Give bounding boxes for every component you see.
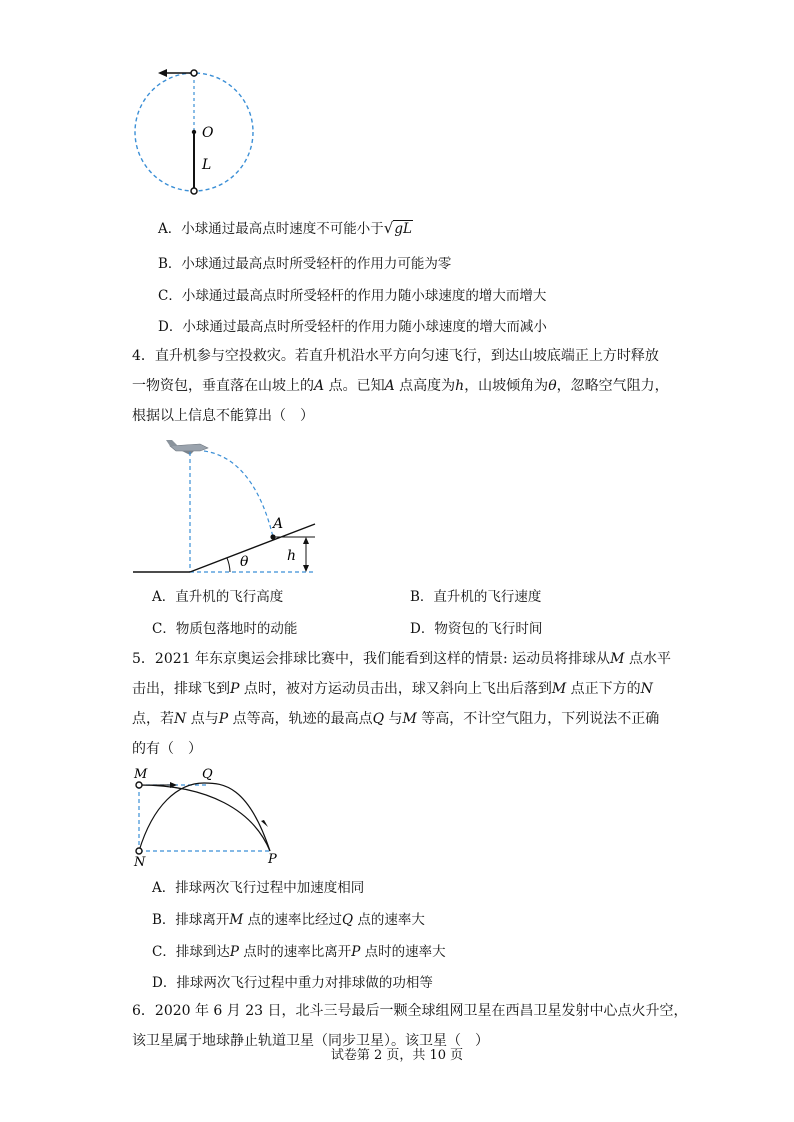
label-P: P — [268, 852, 277, 867]
point-N — [136, 848, 142, 854]
q3-option-B: B．小球通过最高点时所受轻杆的作用力可能为零 — [158, 256, 452, 272]
q4-option-C: C．物质包落地时的动能 — [152, 621, 298, 637]
q4-line2: 一物资包，垂直落在山坡上的A 点。已知A 点高度为h，山坡倾角为θ，忽略空气阻力， — [132, 378, 669, 394]
slope — [190, 524, 315, 572]
q6-line2: 该卫星属于地球静止轨道卫星（同步卫星）。该卫星（ ） — [132, 1033, 489, 1049]
label-L: L — [202, 157, 212, 173]
question-4 — [132, 341, 672, 431]
point-M — [136, 782, 142, 788]
q5-line3: 点，若N 点与P 点等高，轨迹的最高点Q 与M 等高，不计空气阻力，下列说法不正确 — [132, 711, 660, 727]
path-P-to-N — [139, 783, 270, 851]
page-footer: 试卷第 2 页，共 10 页 — [330, 1048, 464, 1063]
label-theta: θ — [240, 554, 249, 570]
q5-line2: 击出，排球飞到P 点时，被对方运动员击出，球又斜向上飞出后落到M 点正下方的N — [132, 681, 653, 697]
q5-option-B: B．排球离开M 点的速率比经过Q 点的速率大 — [152, 912, 425, 928]
q5-option-A: A．排球两次飞行过程中加速度相同 — [152, 880, 365, 896]
label-A: A — [273, 516, 284, 532]
point-A — [270, 534, 275, 539]
helicopter-icon — [166, 440, 208, 455]
figure-circle-rod — [125, 60, 270, 200]
q4-line1: 4．直升机参与空投救灾。若直升机沿水平方向匀速飞行，到达山坡底端正上方时释放 — [132, 348, 659, 364]
q3-option-C: C．小球通过最高点时所受轻杆的作用力随小球速度的增大而增大 — [158, 288, 547, 304]
q3-option-A-text: A．小球通过最高点时速度不可能小于 — [158, 221, 384, 237]
label-N: N — [134, 855, 146, 870]
q5-line4: 的有（ ） — [132, 741, 202, 757]
q5-option-C: C．排球到达P 点时的速率比离开P 点时的速率大 — [152, 944, 446, 960]
figure-volleyball — [128, 765, 288, 870]
figure-helicopter-slope — [130, 436, 330, 578]
label-Q: Q — [202, 767, 213, 782]
question-5 — [132, 644, 672, 764]
pivot-O — [192, 130, 196, 134]
sqrt-symbol: √ — [383, 219, 394, 237]
angle-arc — [227, 558, 230, 572]
ball-bottom — [191, 188, 197, 194]
label-h: h — [287, 548, 297, 564]
q3-option-D: D．小球通过最高点时所受轻杆的作用力随小球速度的增大而减小 — [158, 319, 547, 335]
q5-line1: 5．2021 年东京奥运会排球比赛中，我们能看到这样的情景: 运动员将排球从M 点水平 — [132, 651, 671, 667]
sqrt-gL: gL — [394, 221, 412, 237]
path-M-to-P — [139, 785, 270, 851]
q5-option-D: D．排球两次飞行过程中重力对排球做的功相等 — [152, 975, 433, 991]
ball-top — [191, 70, 197, 76]
arrow-path-head — [261, 820, 268, 827]
height-arrowhead-up — [303, 537, 309, 544]
height-arrowhead-down — [303, 565, 309, 572]
q6-line1: 6．2020 年 6 月 23 日，北斗三号最后一颗全球组网卫星在西昌卫星发射中心点火升空， — [132, 1003, 688, 1019]
q4-option-B: B．直升机的飞行速度 — [410, 589, 542, 605]
q3-option-A — [158, 219, 413, 238]
label-O: O — [202, 125, 214, 141]
q4-option-D: D．物资包的飞行时间 — [410, 621, 543, 637]
q4-line3: 根据以上信息不能算出（ ） — [132, 408, 314, 424]
label-M: M — [134, 767, 148, 782]
q4-option-A: A．直升机的飞行高度 — [152, 589, 284, 605]
velocity-arrowhead — [158, 69, 167, 77]
trajectory — [204, 451, 273, 537]
